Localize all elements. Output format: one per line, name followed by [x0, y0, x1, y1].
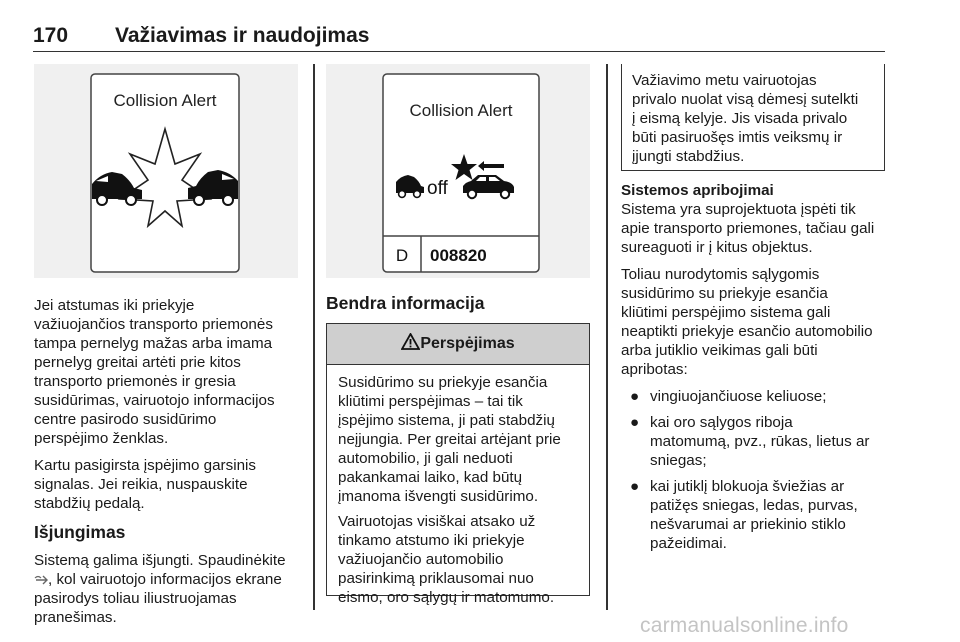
chapter-title: Važiavimas ir naudojimas: [115, 24, 370, 47]
page-number: 170: [33, 24, 69, 47]
warning-paragraph-1: Susidūrimo su priekyje esančia kliūtimi perspėjimas – tai tik įspėjimo sistema, ji pati stabdžių neįjungia. Per greitai artėjant prie automobilio, ji gali neduoti pakankamai laiko, kad būtų įmanoma išvengti susidūrimo.: [338, 374, 561, 505]
intro-paragraph: Jei atstumas iki priekyje važiuojančios transporto priemonės tampa pernelyg mažas arba imama pernelyg greitai artėti prie kitos transporto priemonės ir gresia susidūrimas, vairuotojo informacijos centre pasirodo susidūrimo perspėjimo ženklas.: [34, 297, 275, 447]
list-item: ● kai oro sąlygos riboja matomumą, pvz., rūkas, lietus ar sniegas;: [630, 414, 870, 469]
section-subheading-limitations: Sistemos apribojimai: [621, 182, 774, 199]
disable-paragraph: Sistemą galima išjungti. Spaudinėkite , kol vairuotojo informacijos ekrane pasirodys toliau iliustruojamas pranešimas.: [34, 552, 286, 626]
limitations-paragraph-2: Toliau nurodytomis sąlygomis susidūrimo su priekyje esančia kliūtimi perspėjimo sistema gali neaptikti priekyje esančio automobilio arba jutiklio veikimas gali būti apribotas:: [621, 266, 873, 378]
list-item: ● kai jutiklį blokuoja šviežias ar patižęs sniegas, ledas, purvas, nešvarumai ar priekinio stiklo pažeidimai.: [630, 478, 858, 552]
warning-body: [327, 365, 589, 607]
bullet-icon: ●: [630, 388, 640, 405]
figure1-title: Collision Alert: [113, 91, 217, 110]
section-heading-general: Bendra informacija: [326, 293, 485, 313]
code-letter: D: [395, 246, 409, 265]
warning-header: [327, 324, 589, 365]
header-rule: [33, 51, 885, 52]
column-divider-left: [313, 64, 315, 610]
notice-box: Važiavimo metu vairuotojas privalo nuolat visą dėmesį sutelkti į eismą kelyje. Jis visada privalo būti pasiruošęs imtis veiksmų ir įjungti stabdžius.: [621, 64, 885, 171]
page-header: [33, 24, 885, 50]
column-divider-right: [606, 64, 608, 610]
code-number: 008820: [430, 246, 487, 265]
steering-wheel-control-icon: [34, 573, 48, 585]
right-column: [621, 181, 891, 560]
warning-title: Perspėjimas: [420, 335, 515, 352]
limitations-paragraph-1: Sistema yra suprojektuota įspėti tik apie transporto priemones, tačiau gali sureaguoti ir į kitus objektus.: [621, 201, 875, 256]
collision-alert-figure: [34, 64, 298, 278]
middle-column-heading: [326, 292, 596, 322]
watermark-link[interactable]: carmanualsonline.info: [640, 614, 849, 637]
bullet-icon: ●: [630, 478, 640, 495]
list-item: ● vingiuojančiuose keliuose;: [630, 388, 827, 405]
status-off-label: off: [427, 178, 448, 199]
sound-paragraph: Kartu pasigirsta įspėjimo garsinis signalas. Jei reikia, nuspauskite stabdžių pedalą.: [34, 457, 256, 512]
figure2-title: Collision Alert: [409, 101, 513, 120]
limitations-list: [621, 387, 891, 553]
warning-triangle-icon: [401, 333, 420, 350]
bullet-icon: ●: [630, 414, 640, 431]
warning-paragraph-2: Vairuotojas visiškai atsako už tinkamo atstumo iki priekyje važiuojančio automobilio pasirinkimą priklausomai nuo eismo, oro sąlygų ir matomumo.: [338, 513, 555, 606]
collision-alert-off-figure: [326, 64, 590, 278]
left-column: [34, 296, 304, 635]
section-heading-disable: Išjungimas: [34, 522, 126, 542]
warning-box: [326, 323, 590, 606]
